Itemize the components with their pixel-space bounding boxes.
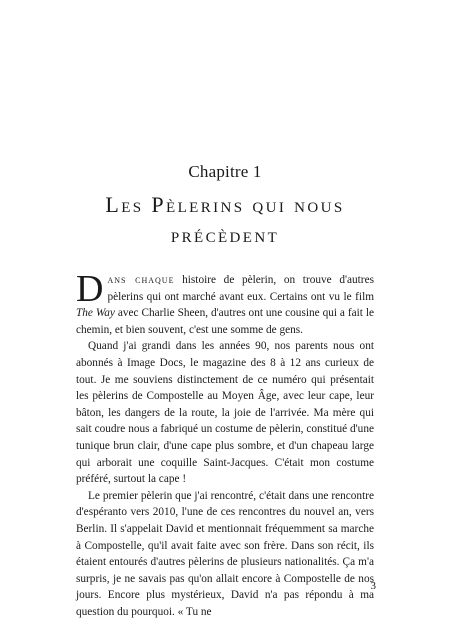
paragraph-1-text-a: histoire de pèlerin, on trouve d'autres pèlerins qui ont marché avant eux. Certains ont vu le film <box>107 274 374 303</box>
drop-cap: D <box>76 268 104 310</box>
paragraph-2: Quand j'ai grandi dans les années 90, nos parents nous ont abonnés à Image Docs, le magazine des 8 à 12 ans curieux de tout. Je me souviens distinctement de ce numéro qui présentait les pèlerins de Compostelle au Moyen Âge, avec leur cape, leur bâton, les dangers de la route, la joie de l'arrivée. Ma mère qui sait coudre nous a fabriqué un costume de pèlerin, constitué d'une tunique brun clair, d'une cape plus sombre, et d'un chapeau large qui arborait une coquille Saint-Jacques. C'était mon costume préféré, surtout la cape ! <box>76 340 374 486</box>
body-text <box>76 268 374 620</box>
page-number: 3 <box>370 580 376 592</box>
paragraph-1 <box>76 268 374 338</box>
film-title: The Way <box>76 307 115 320</box>
paragraph-3: Le premier pèlerin que j'ai rencontré, c'était dans une rencontre d'espéranto vers 2010, l'une de ces rencontres du nouvel an, vers Berlin. Il s'appelait David et mentionnait fréquemment sa marche à Compostelle, qu'il avait faite avec son frère. Dans son récit, ils étaient entourés d'autres pèlerins de plusieurs nationalités. Ça m'a surpris, je ne savais pas qu'on allait encore à Compostelle de nos jours. Encore plus mystérieux, David n'a pas répondu à ma question du pourquoi. « Tu ne <box>76 489 374 618</box>
chapter-number: Chapitre 1 <box>188 162 262 181</box>
chapter-title-line-1: Les Pèlerins qui nous <box>105 192 345 217</box>
paragraph-1-text-b: avec Charlie Sheen, d'autres ont une cousine qui a fait le chemin, et bien souvent, c'est une somme de gens. <box>76 307 374 336</box>
chapter-title-line-2: précèdent <box>170 222 280 247</box>
chapter-title <box>0 190 450 250</box>
small-caps-lead: ans chaque <box>107 274 175 286</box>
